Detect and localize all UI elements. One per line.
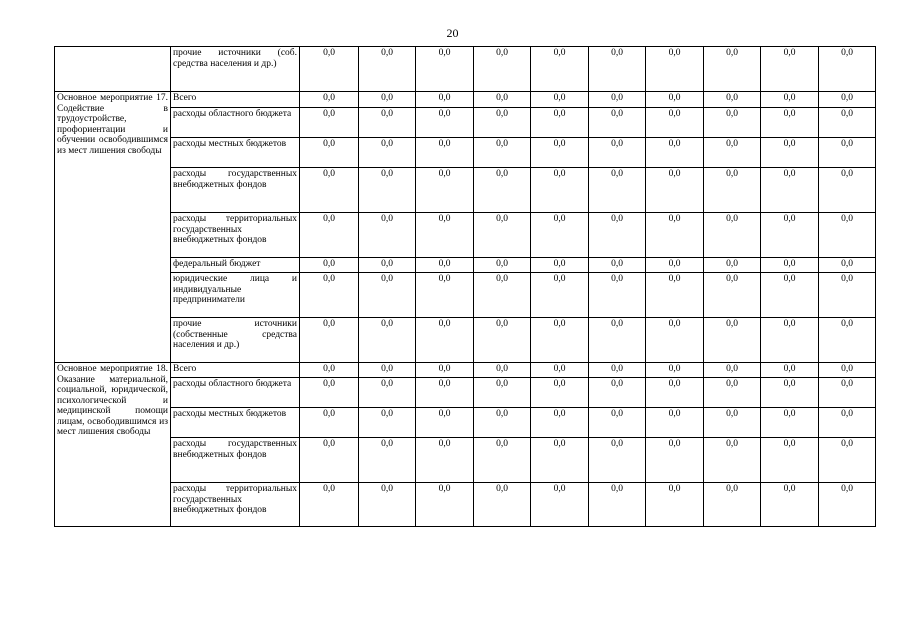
value-cell: 0,0 [704,138,761,168]
value-cell: 0,0 [474,47,531,92]
value-cell: 0,0 [300,378,359,408]
value-cell: 0,0 [704,378,761,408]
value-cell: 0,0 [819,47,876,92]
value-cell: 0,0 [359,273,416,318]
value-cell: 0,0 [704,92,761,108]
value-cell: 0,0 [474,363,531,378]
value-cell: 0,0 [416,438,474,483]
value-cell: 0,0 [416,258,474,273]
value-cell: 0,0 [474,108,531,138]
value-cell: 0,0 [646,138,704,168]
value-cell: 0,0 [416,92,474,108]
value-cell: 0,0 [531,108,589,138]
value-cell: 0,0 [761,378,819,408]
value-cell: 0,0 [704,273,761,318]
value-cell: 0,0 [819,92,876,108]
funding-source-cell: расходы местных бюджетов [171,138,300,168]
value-cell: 0,0 [474,92,531,108]
value-cell: 0,0 [531,273,589,318]
value-cell: 0,0 [819,318,876,363]
value-cell: 0,0 [474,138,531,168]
value-cell: 0,0 [761,47,819,92]
value-cell: 0,0 [819,108,876,138]
value-cell: 0,0 [589,108,646,138]
funding-source-cell: расходы территориальных государственных внебюджетных фондов [171,213,300,258]
value-cell: 0,0 [300,213,359,258]
value-cell: 0,0 [300,108,359,138]
value-cell: 0,0 [300,138,359,168]
value-cell: 0,0 [416,138,474,168]
value-cell: 0,0 [646,483,704,527]
value-cell: 0,0 [819,213,876,258]
value-cell: 0,0 [359,138,416,168]
value-cell: 0,0 [589,318,646,363]
page-number: 20 [446,26,459,40]
table-row [55,378,876,408]
value-cell: 0,0 [474,273,531,318]
value-cell: 0,0 [531,92,589,108]
value-cell: 0,0 [531,318,589,363]
value-cell: 0,0 [589,273,646,318]
funding-source-cell: прочие источники (соб. средства населения и др.) [171,47,300,92]
value-cell: 0,0 [646,408,704,438]
value-cell: 0,0 [416,483,474,527]
value-cell: 0,0 [359,378,416,408]
value-cell: 0,0 [704,213,761,258]
value-cell: 0,0 [416,47,474,92]
value-cell: 0,0 [589,258,646,273]
funding-source-cell: расходы областного бюджета [171,108,300,138]
table-row [55,92,876,108]
value-cell: 0,0 [589,92,646,108]
funding-source-cell: Всего [171,363,300,378]
value-cell: 0,0 [531,378,589,408]
value-cell: 0,0 [704,408,761,438]
funding-source-cell: расходы местных бюджетов [171,408,300,438]
value-cell: 0,0 [359,92,416,108]
value-cell: 0,0 [416,213,474,258]
value-cell: 0,0 [531,408,589,438]
value-cell: 0,0 [416,273,474,318]
value-cell: 0,0 [416,318,474,363]
value-cell: 0,0 [359,408,416,438]
value-cell: 0,0 [589,47,646,92]
value-cell: 0,0 [474,258,531,273]
value-cell: 0,0 [646,273,704,318]
value-cell: 0,0 [704,258,761,273]
budget-table [54,46,876,527]
funding-source-cell: федеральный бюджет [171,258,300,273]
value-cell: 0,0 [300,273,359,318]
value-cell: 0,0 [704,47,761,92]
value-cell: 0,0 [646,258,704,273]
value-cell: 0,0 [819,483,876,527]
value-cell: 0,0 [300,438,359,483]
funding-source-cell: расходы областного бюджета [171,378,300,408]
value-cell: 0,0 [646,438,704,483]
value-cell: 0,0 [474,483,531,527]
value-cell: 0,0 [531,138,589,168]
table-row [55,258,876,273]
table-row [55,483,876,527]
value-cell: 0,0 [761,108,819,138]
value-cell: 0,0 [474,168,531,213]
value-cell: 0,0 [359,438,416,483]
value-cell: 0,0 [704,438,761,483]
value-cell: 0,0 [359,47,416,92]
value-cell: 0,0 [589,408,646,438]
value-cell: 0,0 [646,47,704,92]
value-cell: 0,0 [416,108,474,138]
value-cell: 0,0 [761,318,819,363]
value-cell: 0,0 [359,363,416,378]
value-cell: 0,0 [531,258,589,273]
value-cell: 0,0 [359,108,416,138]
table-row [55,47,876,92]
value-cell: 0,0 [531,438,589,483]
value-cell: 0,0 [359,483,416,527]
value-cell: 0,0 [416,168,474,213]
table-row [55,108,876,138]
value-cell: 0,0 [819,273,876,318]
value-cell: 0,0 [761,92,819,108]
value-cell: 0,0 [589,378,646,408]
value-cell: 0,0 [704,318,761,363]
value-cell: 0,0 [589,138,646,168]
value-cell: 0,0 [704,483,761,527]
funding-source-cell: расходы государственных внебюджетных фондов [171,438,300,483]
value-cell: 0,0 [300,318,359,363]
value-cell: 0,0 [474,378,531,408]
value-cell: 0,0 [819,438,876,483]
value-cell: 0,0 [359,168,416,213]
funding-source-cell: юридические лица и индивидуальные предприниматели [171,273,300,318]
value-cell: 0,0 [474,438,531,483]
value-cell: 0,0 [646,363,704,378]
value-cell: 0,0 [646,108,704,138]
value-cell: 0,0 [589,438,646,483]
value-cell: 0,0 [761,408,819,438]
value-cell: 0,0 [474,408,531,438]
value-cell: 0,0 [300,47,359,92]
value-cell: 0,0 [761,138,819,168]
value-cell: 0,0 [589,213,646,258]
table-row [55,408,876,438]
funding-source-cell: прочие источники (собственные средства населения и др.) [171,318,300,363]
table-body [55,47,876,527]
value-cell: 0,0 [761,363,819,378]
value-cell: 0,0 [646,378,704,408]
value-cell: 0,0 [300,168,359,213]
value-cell: 0,0 [300,408,359,438]
value-cell: 0,0 [300,258,359,273]
funding-source-cell: Всего [171,92,300,108]
event-name-cell: Основное мероприятие 17. Содействие в трудоустройстве, профориентации и обучении освободившимся из мест лишения свободы [55,92,171,363]
value-cell: 0,0 [359,318,416,363]
value-cell: 0,0 [531,483,589,527]
value-cell: 0,0 [761,273,819,318]
event-name-cell: Основное мероприятие 18. Оказание материальной, социальной, юридической, психологической и медицинской помощи лицам, освободившимся из мест лишения свободы [55,363,171,527]
value-cell: 0,0 [761,168,819,213]
value-cell: 0,0 [761,438,819,483]
value-cell: 0,0 [819,168,876,213]
value-cell: 0,0 [416,378,474,408]
value-cell: 0,0 [819,408,876,438]
table-row [55,273,876,318]
value-cell: 0,0 [819,363,876,378]
value-cell: 0,0 [416,363,474,378]
value-cell: 0,0 [416,408,474,438]
value-cell: 0,0 [531,363,589,378]
value-cell: 0,0 [819,138,876,168]
value-cell: 0,0 [761,258,819,273]
value-cell: 0,0 [589,483,646,527]
value-cell: 0,0 [646,168,704,213]
value-cell: 0,0 [300,363,359,378]
value-cell: 0,0 [531,47,589,92]
table-row [55,363,876,378]
value-cell: 0,0 [819,378,876,408]
table-row [55,168,876,213]
value-cell: 0,0 [646,318,704,363]
value-cell: 0,0 [531,168,589,213]
value-cell: 0,0 [646,213,704,258]
funding-source-cell: расходы государственных внебюджетных фондов [171,168,300,213]
value-cell: 0,0 [531,213,589,258]
value-cell: 0,0 [300,92,359,108]
event-name-cell [55,47,171,92]
value-cell: 0,0 [646,92,704,108]
table-row [55,318,876,363]
value-cell: 0,0 [300,483,359,527]
value-cell: 0,0 [589,168,646,213]
value-cell: 0,0 [589,363,646,378]
table-row [55,438,876,483]
value-cell: 0,0 [474,318,531,363]
value-cell: 0,0 [704,168,761,213]
value-cell: 0,0 [704,108,761,138]
value-cell: 0,0 [359,258,416,273]
value-cell: 0,0 [704,363,761,378]
funding-source-cell: расходы территориальных государственных внебюджетных фондов [171,483,300,527]
value-cell: 0,0 [761,483,819,527]
table-row [55,213,876,258]
value-cell: 0,0 [359,213,416,258]
value-cell: 0,0 [819,258,876,273]
value-cell: 0,0 [761,213,819,258]
table-row [55,138,876,168]
value-cell: 0,0 [474,213,531,258]
